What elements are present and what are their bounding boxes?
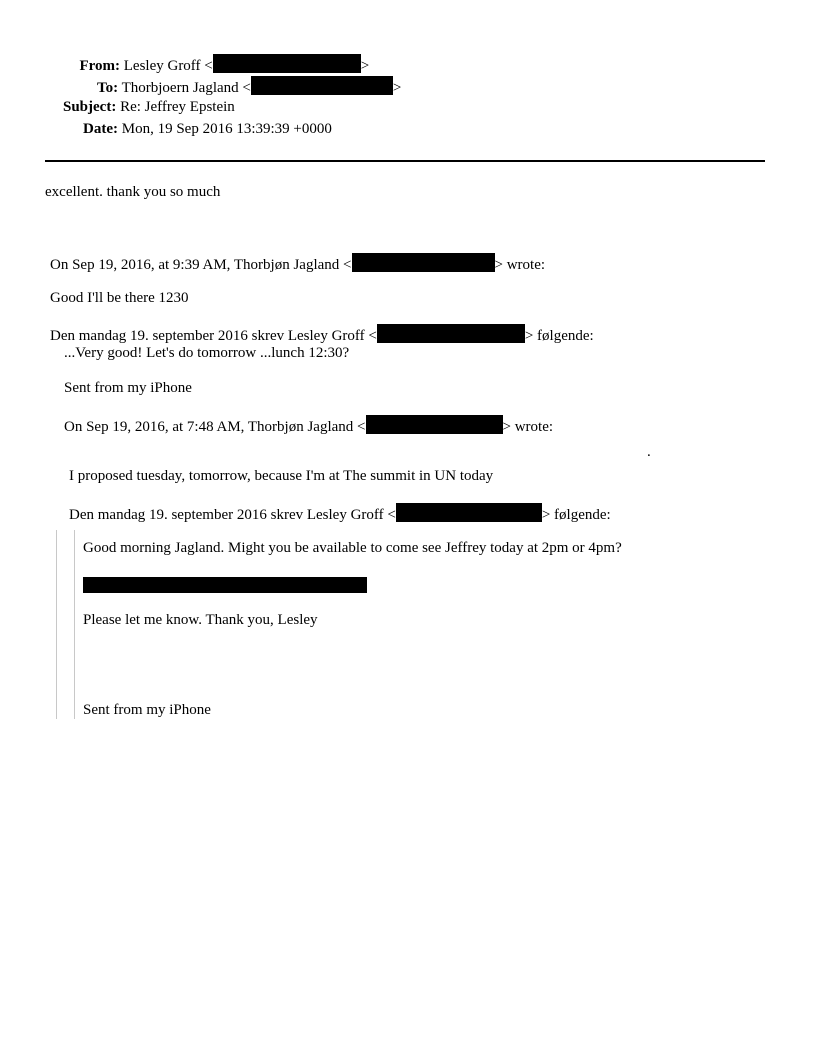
quote-bar-inner bbox=[74, 530, 75, 719]
quote2-text: ...Very good! Let's do tomorrow ...lunch 12:30? bbox=[64, 345, 350, 361]
to-bracket: > bbox=[392, 80, 402, 96]
from-label: From: bbox=[79, 58, 120, 74]
subject-label: Subject: bbox=[63, 99, 117, 115]
from-bracket: > bbox=[360, 58, 370, 74]
quote4-attribution-pre: Den mandag 19. september 2016 skrev Lesley Groff < bbox=[69, 507, 396, 523]
quote2-attribution-post: > følgende: bbox=[524, 328, 594, 344]
redaction-box bbox=[377, 324, 525, 343]
redaction-box bbox=[251, 76, 393, 95]
to-name: Thorbjoern Jagland < bbox=[121, 80, 251, 96]
date-text: Mon, 19 Sep 2016 13:39:39 +0000 bbox=[121, 121, 332, 137]
reply-text: excellent. thank you so much bbox=[45, 184, 221, 200]
quote2-attribution-pre: Den mandag 19. september 2016 skrev Lesley Groff < bbox=[50, 328, 377, 344]
from-name: Lesley Groff < bbox=[123, 58, 213, 74]
quote3-text: I proposed tuesday, tomorrow, because I'm at The summit in UN today bbox=[69, 468, 494, 484]
quote2-signature: Sent from my iPhone bbox=[64, 380, 192, 396]
stray-dot: . bbox=[647, 444, 651, 460]
subject-text: Re: Jeffrey Epstein bbox=[120, 99, 235, 115]
quote3-attribution bbox=[64, 415, 553, 436]
quote4-attribution-post: > følgende: bbox=[541, 507, 611, 523]
subject-line bbox=[63, 98, 235, 116]
redaction-box bbox=[213, 54, 361, 73]
redaction-box bbox=[83, 577, 367, 593]
quote3-attribution-post: > wrote: bbox=[502, 419, 554, 435]
redaction-box bbox=[396, 503, 542, 522]
to-label: To: bbox=[97, 80, 119, 96]
quote4-signature: Sent from my iPhone bbox=[83, 702, 211, 718]
quote4-text-1: Good morning Jagland. Might you be available to come see Jeffrey today at 2pm or 4pm? bbox=[83, 540, 622, 556]
quote3-attribution-pre: On Sep 19, 2016, at 7:48 AM, Thorbjøn Jagland < bbox=[64, 419, 366, 435]
quote2-attribution bbox=[50, 324, 594, 345]
redaction-box bbox=[352, 253, 495, 272]
header-divider bbox=[45, 160, 765, 162]
quote1-attribution-post: > wrote: bbox=[494, 257, 546, 273]
redaction-box bbox=[366, 415, 503, 434]
quote4-attribution bbox=[69, 503, 611, 524]
date-line bbox=[83, 120, 332, 138]
quote1-attribution bbox=[50, 253, 545, 274]
from-line bbox=[78, 54, 369, 75]
quote1-text: Good I'll be there 1230 bbox=[50, 290, 189, 306]
quote-bar-outer bbox=[56, 530, 57, 719]
quote4-text-2: Please let me know. Thank you, Lesley bbox=[83, 612, 318, 628]
to-line bbox=[97, 76, 401, 97]
quote1-attribution-pre: On Sep 19, 2016, at 9:39 AM, Thorbjøn Jagland < bbox=[50, 257, 352, 273]
date-label: Date: bbox=[83, 121, 118, 137]
